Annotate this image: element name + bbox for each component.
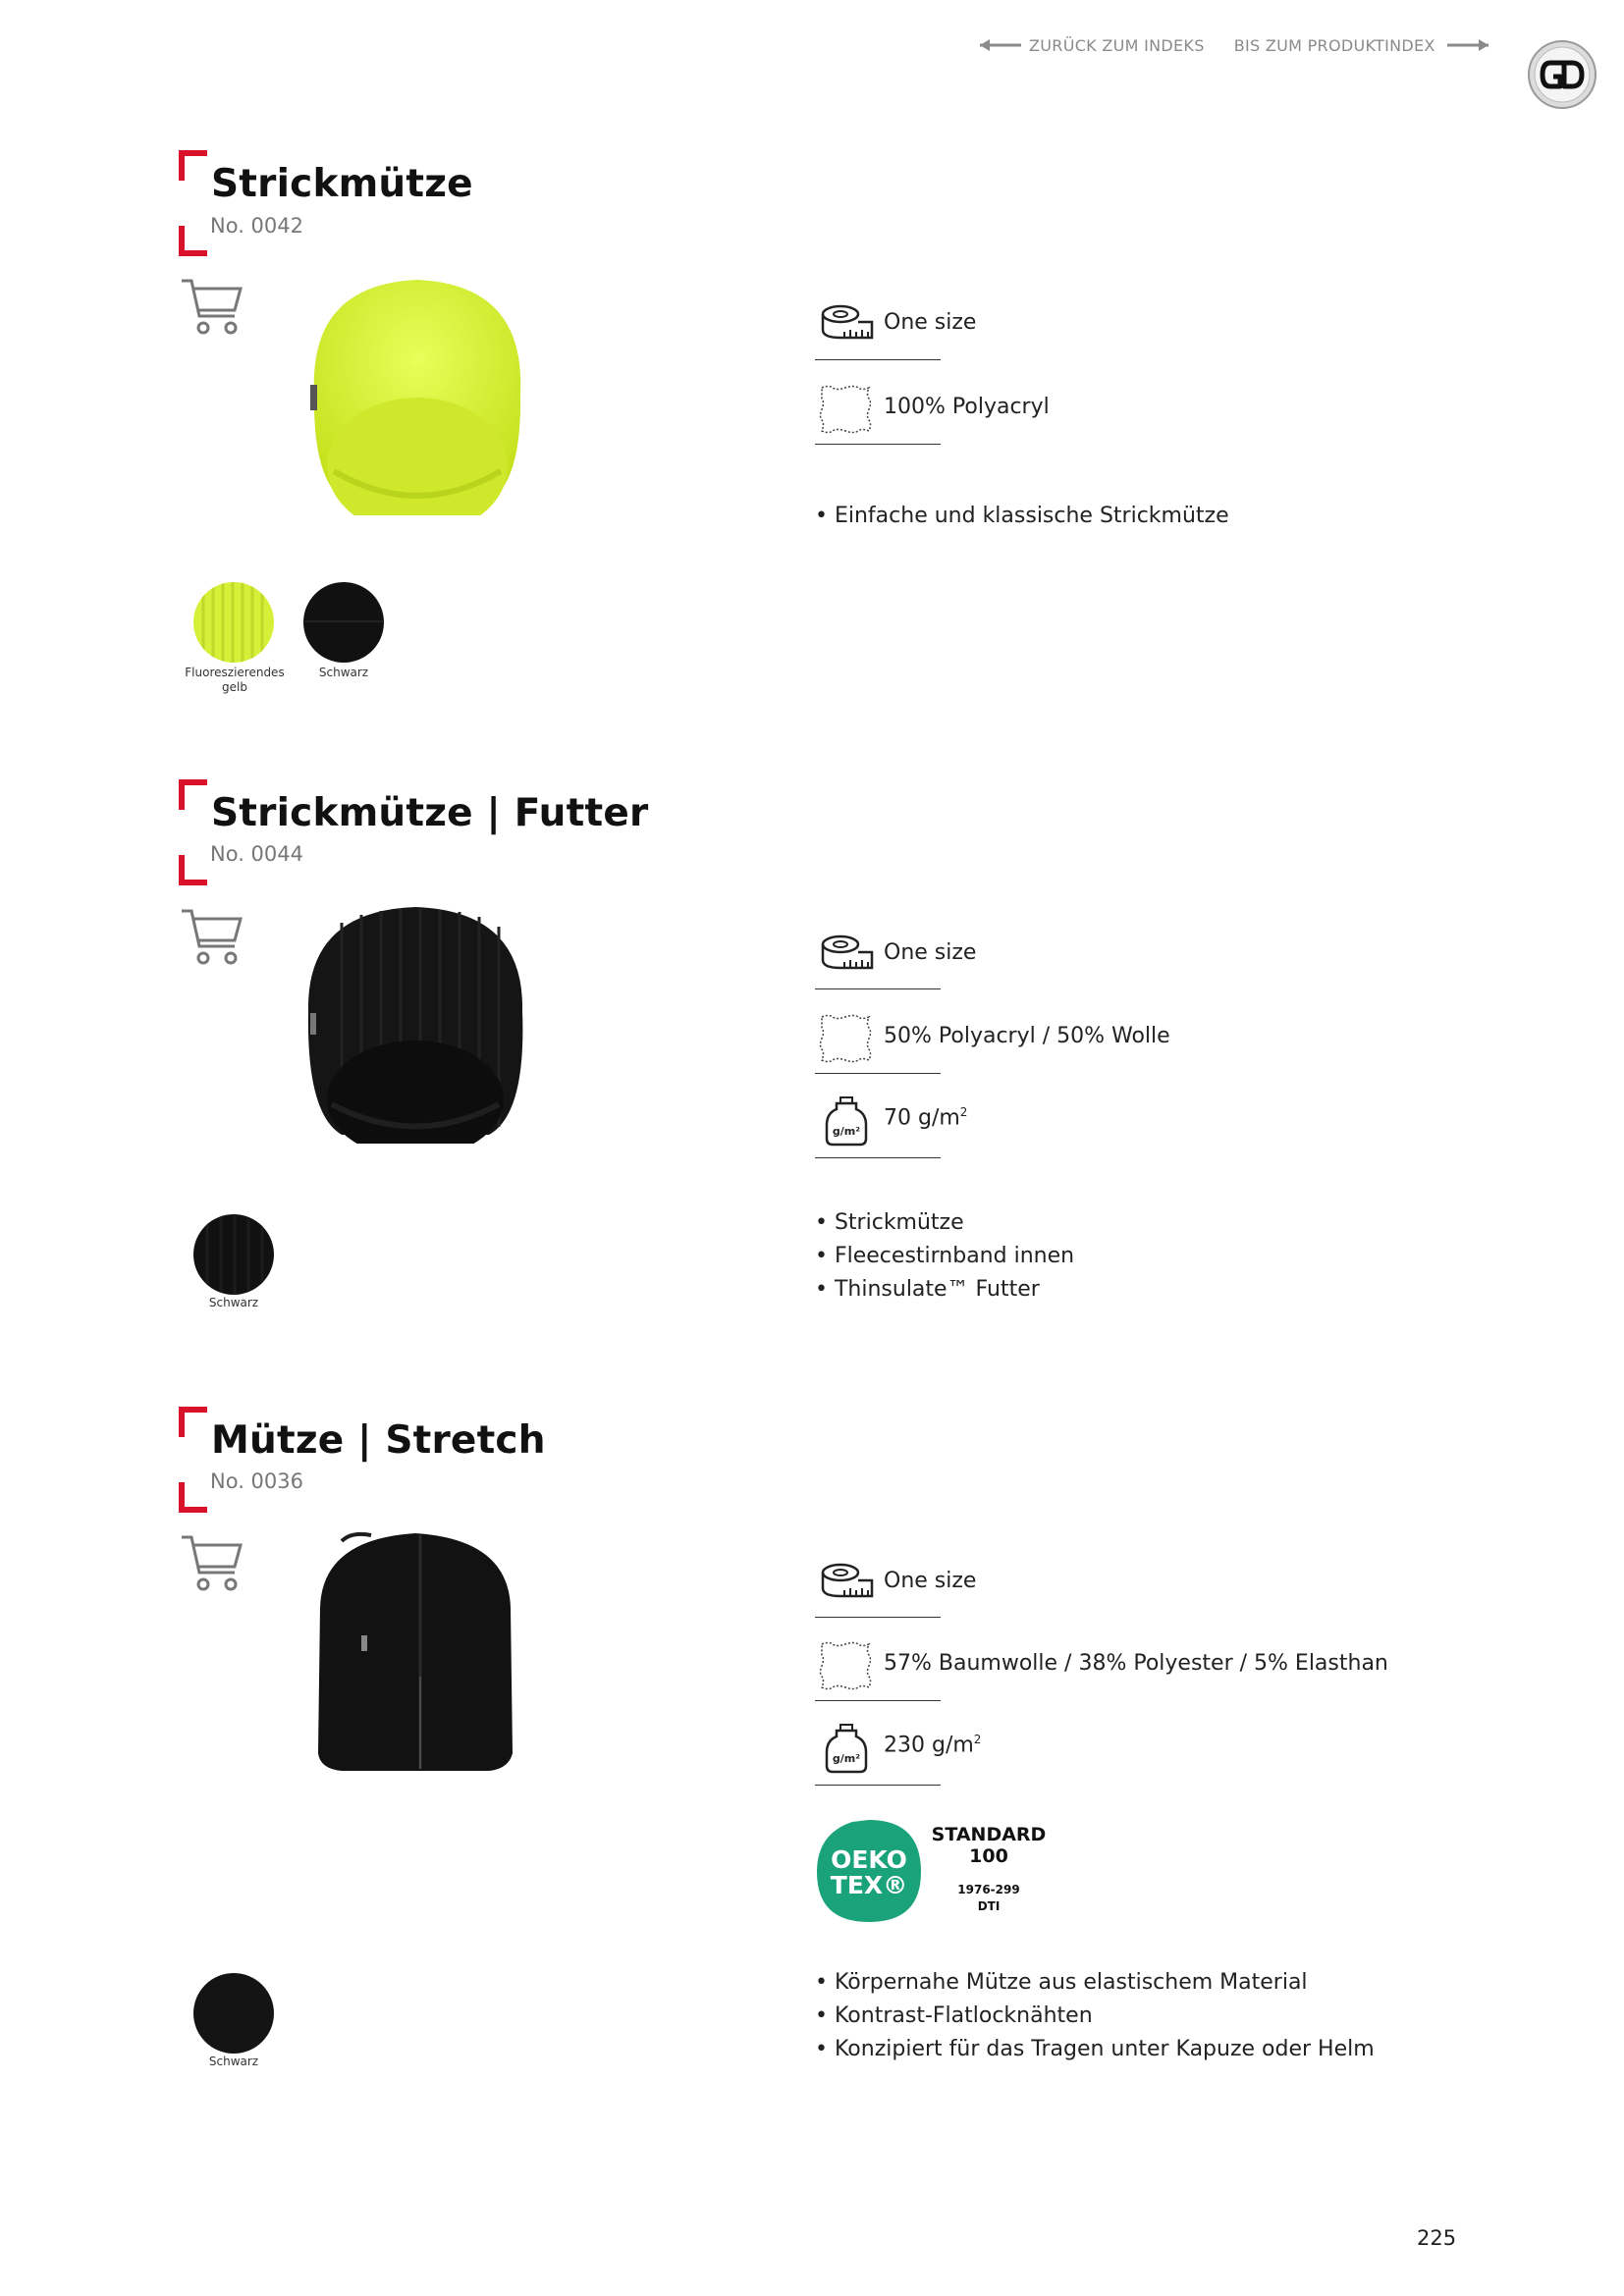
spec-size	[815, 302, 1306, 365]
spec-divider	[815, 359, 941, 360]
fabric-icon	[819, 385, 872, 434]
title-bracket	[176, 149, 209, 257]
title-bracket	[176, 1406, 209, 1514]
spec-divider	[815, 1073, 941, 1074]
product-image-black-lined-beanie	[302, 903, 528, 1144]
product-number: No. 0044	[210, 842, 303, 866]
weight-icon	[819, 1095, 872, 1147]
product-number: No. 0042	[210, 214, 303, 238]
spec-material	[815, 1641, 1388, 1704]
feature-item: • Kontrast-Flatlocknähten	[815, 2003, 1093, 2028]
spec-size	[815, 1561, 1306, 1624]
color-swatch-label: Schwarz	[318, 666, 369, 679]
product-image-stretch-beanie	[312, 1529, 518, 1775]
spec-divider	[815, 988, 941, 989]
knit-texture	[193, 582, 274, 663]
spec-material-text: 50% Polyacryl / 50% Wolle	[884, 1024, 1170, 1048]
product-image-yellow-beanie	[304, 275, 530, 515]
oeko-standard: STANDARD	[931, 1824, 1047, 1845]
arrow-left-icon	[978, 37, 1023, 53]
spec-divider	[815, 1157, 941, 1158]
spec-material-text: 100% Polyacryl	[884, 395, 1050, 419]
product-number: No. 0036	[210, 1469, 303, 1493]
spec-material	[815, 385, 1306, 448]
feature-item: • Einfache und klassische Strickmütze	[815, 504, 1229, 528]
spec-weight-value: 70 g/m	[884, 1105, 960, 1131]
product-title: Mütze | Stretch	[211, 1418, 546, 1463]
color-swatch-label: Fluoreszierendes gelb	[185, 666, 285, 694]
color-swatch-black[interactable]	[193, 1214, 274, 1295]
spec-material	[815, 1014, 1306, 1077]
spec-size-text: One size	[884, 1569, 977, 1593]
back-to-index-label: ZURÜCK ZUM INDEKS	[1029, 35, 1205, 55]
product-title: Strickmütze	[211, 162, 473, 206]
svg-text:g/m²: g/m²	[832, 1125, 861, 1138]
arrow-right-icon	[1445, 37, 1490, 53]
knit-texture	[303, 582, 384, 663]
oeko-brand-line2: TEX®	[830, 1871, 908, 1899]
spec-weight-sup: 2	[959, 1105, 968, 1119]
fabric-icon	[819, 1641, 872, 1690]
spec-size-text: One size	[884, 940, 977, 965]
to-product-index-link[interactable]	[1234, 36, 1490, 55]
spec-size	[815, 933, 1306, 995]
feature-item: • Konzipiert für das Tragen unter Kapuze oder Helm	[815, 2037, 1375, 2061]
spec-weight-sup: 2	[973, 1733, 982, 1746]
measuring-tape-icon	[819, 1561, 874, 1600]
fabric-icon	[819, 1014, 872, 1063]
page-number: 225	[1417, 2226, 1457, 2250]
spec-divider	[815, 444, 941, 445]
product-title: Strickmütze | Futter	[211, 791, 649, 835]
feature-item: • Fleecestirnband innen	[815, 1244, 1075, 1268]
oeko-standard-number: 100	[969, 1845, 1008, 1867]
oeko-code: 1976-299	[957, 1883, 1020, 1896]
measuring-tape-icon	[819, 933, 874, 972]
color-swatch-label: Schwarz	[208, 2055, 259, 2068]
feature-item: • Strickmütze	[815, 1210, 964, 1235]
spec-material-text: 57% Baumwolle / 38% Polyester / 5% Elasthan	[884, 1651, 1388, 1676]
spec-weight-value: 230 g/m	[884, 1733, 974, 1758]
top-navigation	[978, 35, 1490, 55]
spec-weight-text	[884, 1105, 967, 1130]
measuring-tape-icon	[819, 302, 874, 342]
weight-icon	[819, 1723, 872, 1774]
to-product-index-label: BIS ZUM PRODUKTINDEX	[1233, 35, 1435, 55]
back-to-index-link[interactable]	[978, 36, 1205, 55]
spec-weight	[815, 1095, 1306, 1158]
knit-texture	[193, 1214, 274, 1295]
feature-item: • Körpernahe Mütze aus elastischem Material	[815, 1970, 1308, 1995]
spec-divider	[815, 1617, 941, 1618]
oeko-brand-line1: OEKO	[831, 1845, 907, 1874]
oeko-tex-certification	[813, 1816, 1058, 1926]
spec-weight	[815, 1723, 1306, 1786]
feature-list	[815, 1966, 1375, 2066]
title-bracket	[176, 778, 209, 886]
color-swatch-black[interactable]	[303, 582, 384, 663]
shopping-cart-icon[interactable]	[180, 907, 244, 970]
feature-list	[815, 1206, 1074, 1307]
oeko-institute: DTI	[977, 1899, 1001, 1913]
color-swatch-fluo-yellow[interactable]	[193, 582, 274, 663]
color-swatch-black[interactable]	[193, 1973, 274, 2054]
spec-size-text: One size	[884, 310, 977, 335]
spec-weight-text	[884, 1733, 981, 1757]
shopping-cart-icon[interactable]	[180, 1533, 244, 1596]
gd-logo[interactable]	[1527, 39, 1597, 110]
feature-item: • Thinsulate™ Futter	[815, 1277, 1040, 1302]
color-swatch-label: Schwarz	[208, 1296, 259, 1309]
spec-divider	[815, 1700, 941, 1701]
svg-text:g/m²: g/m²	[832, 1752, 861, 1765]
feature-list	[815, 500, 1229, 533]
shopping-cart-icon[interactable]	[180, 277, 244, 340]
spec-divider	[815, 1785, 941, 1786]
